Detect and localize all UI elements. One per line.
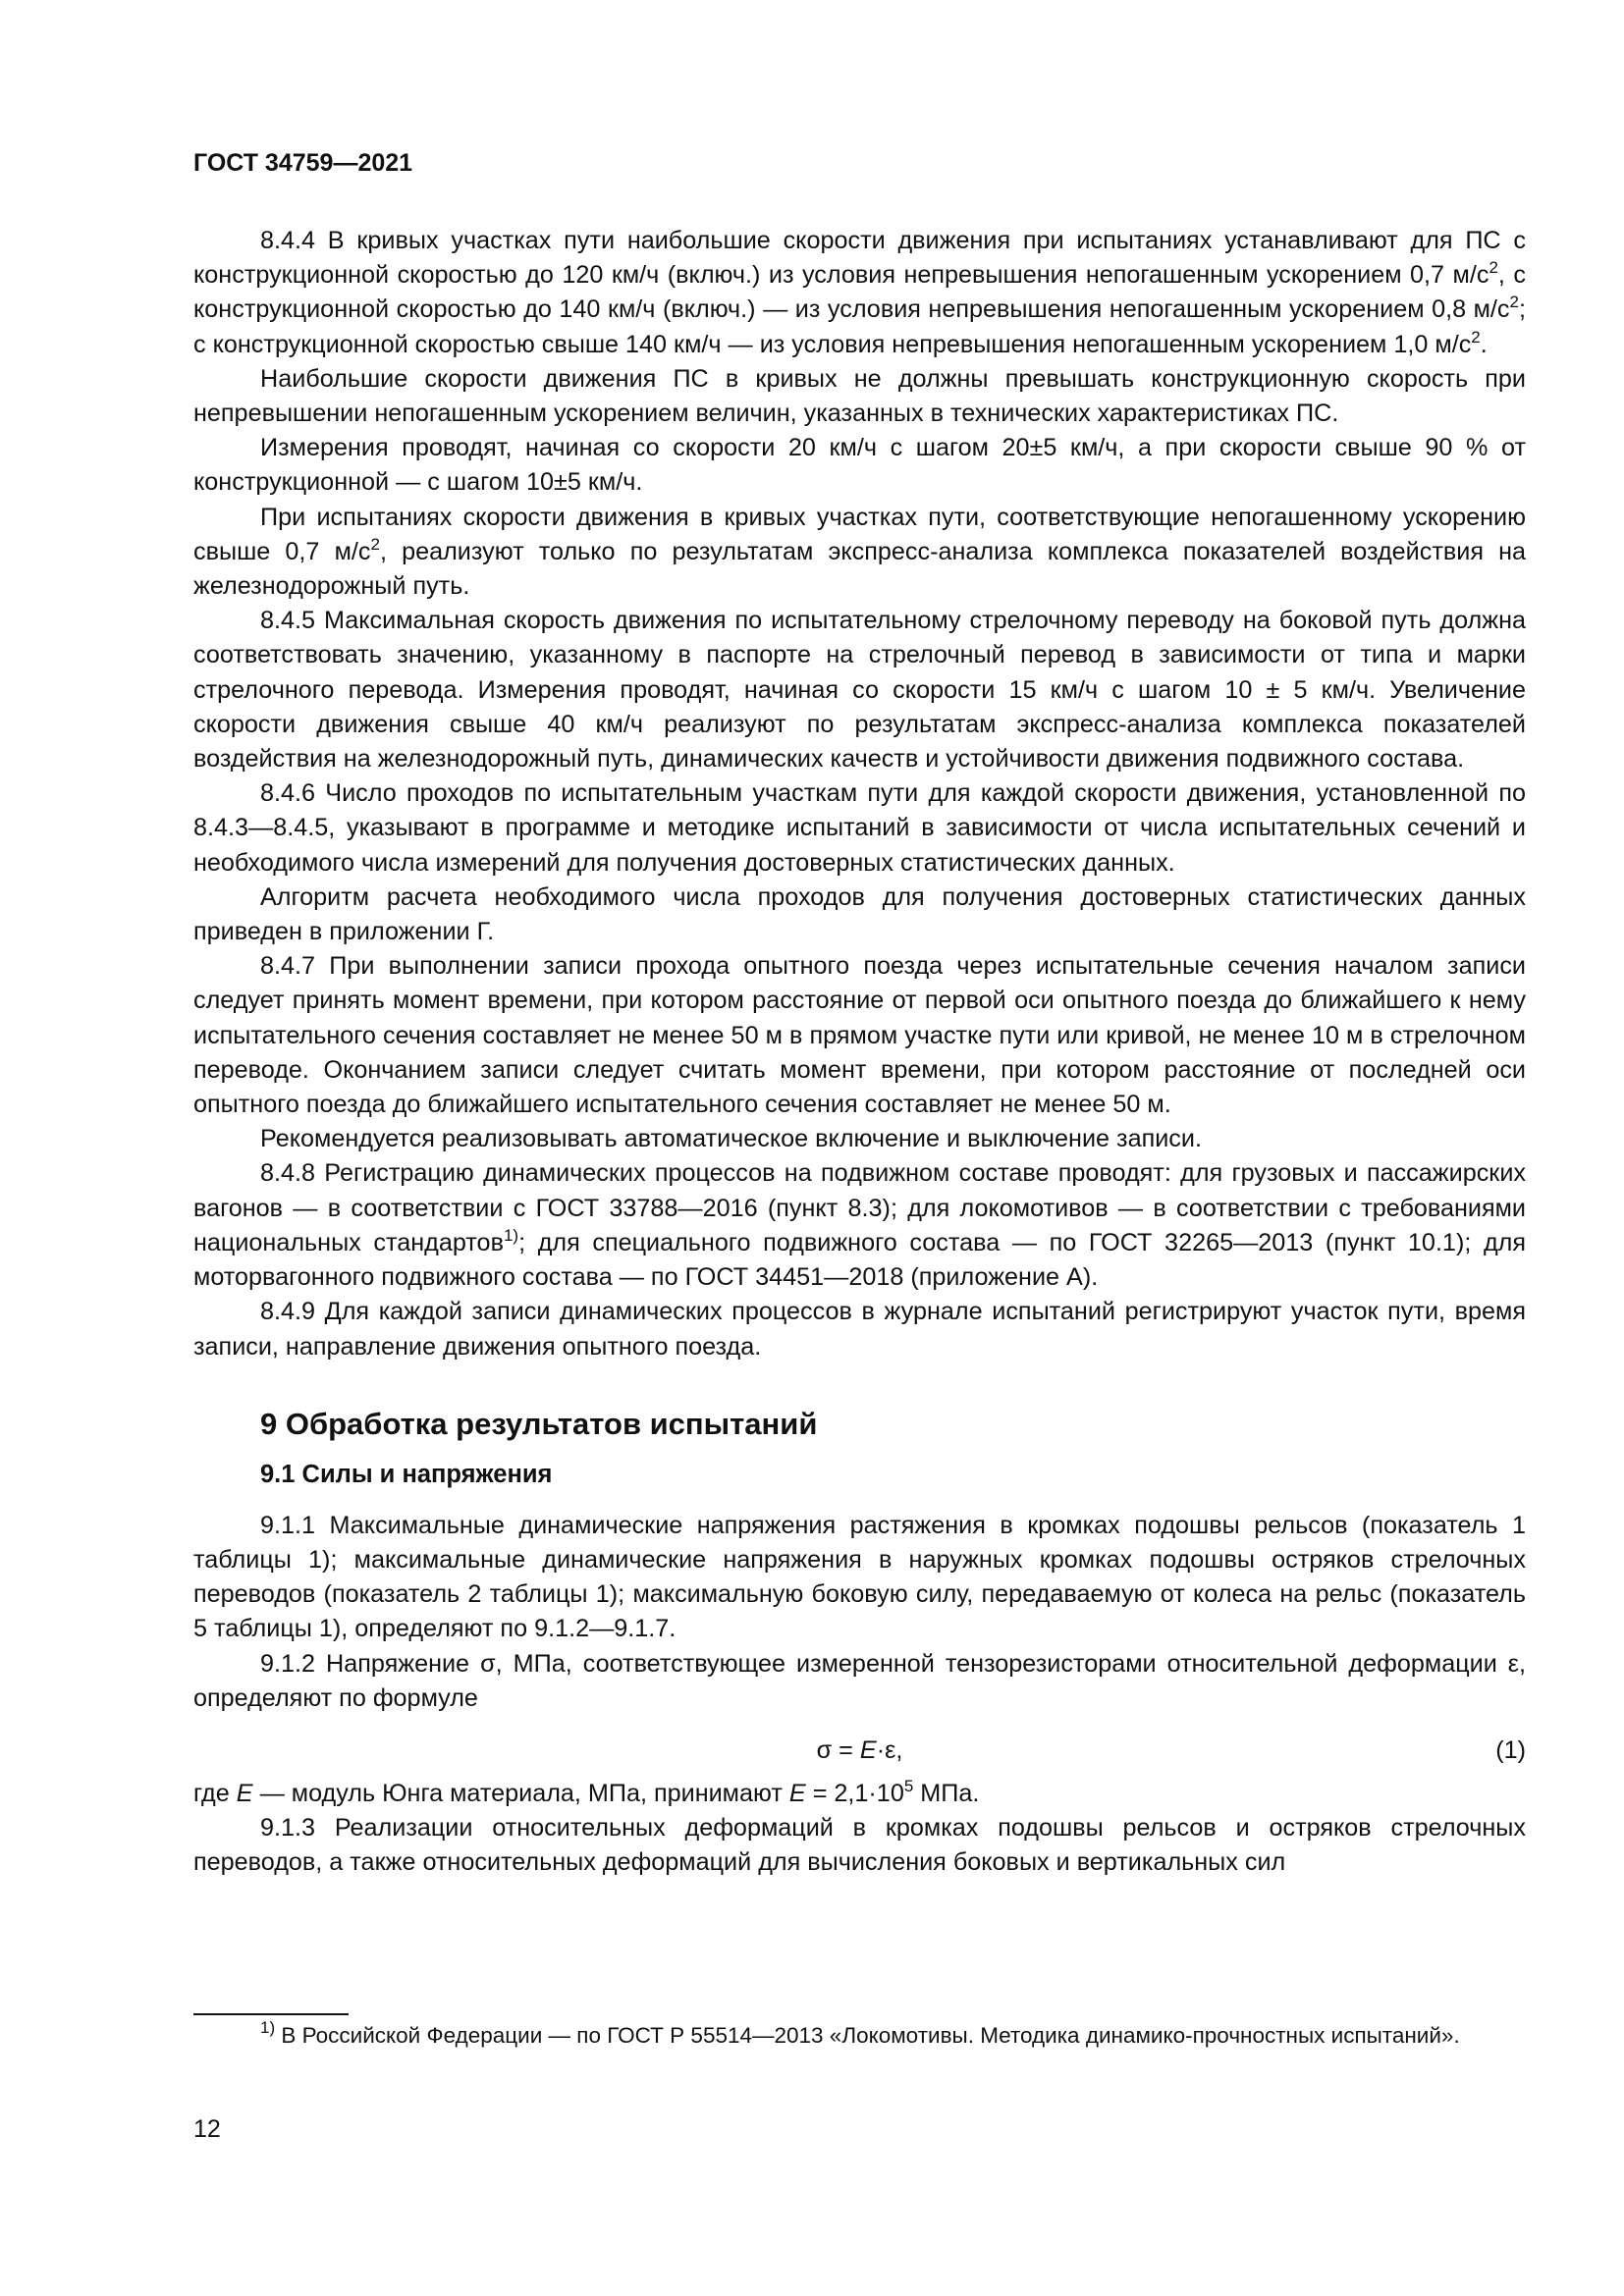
page-number: 12 [193,2115,221,2143]
formula-number: (1) [1495,1735,1526,1764]
formula-where-clause: где E — модуль Юнга материала, МПа, принимают $E = 2,1\cdot 10^5$ МПа. [193,1776,980,1807]
formula-1 [193,1724,1526,1777]
document-header: ГОСТ 34759—2021 [193,149,413,177]
paragraph-8-4-9: 8.4.9 Для каждой записи динамических процессов в журнале испытаний регистрируют участок пути, время записи, направление движения опытного поезда. [193,1298,1526,1361]
paragraph-8-4-4: 8.4.4 В кривых участках пути наибольшие скорости движения при испытаниях устанавливают для ПС с конструкционной скоростью до 120 км/ч (включ.) из условия непревышения непогашенным ускорением 0,7 $м/с^2$, с конструкционной скоростью до 140 км/ч (включ.) — из условия непревышения непогашенным ускорением 0,8 $м/с^2$; с конструкционной скоростью свыше 140 км/ч — из условия непревышения непогашенным ускорением 1,0 $м/с^2$. [193,227,1526,358]
paragraph-8-4-6: 8.4.6 Число проходов по испытательным участкам пути для каждой скорости движения, установленной по 8.4.3—8.4.5, указывают в программе и методике испытаний в зависимости от числа испытательных сечений и необходимого числа измерений для получения достоверных статистических данных. [193,779,1526,877]
document-body [193,224,1526,1881]
paragraph-8-4-8: 8.4.8 Регистрацию динамических процессов на подвижном составе проводят: для грузовых и пассажирских вагонов — в соответствии с ГОСТ 33788—2016 (пункт 8.3); для локомотивов — в соответствии с требованиями национальных стандартов$^{1)}$; для специального подвижного состава — по ГОСТ 32265—2013 (пункт 10.1); для моторвагонного подвижного состава — по ГОСТ 34451—2018 (приложение А). [193,1159,1526,1292]
paragraph-8-4-5: 8.4.5 Максимальная скорость движения по испытательному стрелочному переводу на боковой путь должна соответствовать значению, указанному в паспорте на стрелочный перевод в зависимости от типа и марки стрелочного перевода. Измерения проводят, начиная со скорости 15 км/ч с шагом 10 ± 5 км/ч. Увеличение скорости движения свыше 40 км/ч реализуют по результатам экспресс-анализа комплекса показателей воздействия на железнодорожный путь, динамических качеств и устойчивости движения подвижного состава. [193,607,1526,774]
paragraph: Наибольшие скорости движения ПС в кривых не должны превышать конструкционную скорость при непревышении непогашенным ускорением величин, указанных в технических характеристиках ПС. [193,364,1526,428]
paragraph: При испытаниях скорости движения в кривых участках пути, соответствующие непогашенному ускорению свыше 0,7 $м/с^2$, реализуют только по результатам экспресс-анализа комплекса показателей воздействия на железнодорожный путь. [193,503,1526,601]
paragraph-9-1-2: 9.1.2 Напряжение σ, МПа, соответствующее измеренной тензорезисторами относительной деформации ε, определяют по формуле [193,1649,1526,1712]
paragraph-9-1-3: 9.1.3 Реализации относительных деформаций в кромках подошвы рельсов и остряков стрелочных переводов, а также относительных деформаций для вычисления боковых и вертикальных сил [193,1814,1526,1877]
paragraph-9-1-1: 9.1.1 Максимальные динамические напряжения растяжения в кромках подошвы рельсов (показатель 1 таблицы 1); максимальные динамические напряжения в наружных кромках подошвы остряков стрелочных переводов (показатель 2 таблицы 1); максимальную боковую силу, передаваемую от колеса на рельс (показатель 5 таблицы 1), определяют по 9.1.2—9.1.7. [193,1511,1526,1643]
section-heading-9: 9 Обработка результатов испытаний [260,1406,818,1441]
footnote: $^{1)}$ В Российской Федерации — по ГОСТ Р 55514—2013 «Локомотивы. Методика динамико-прочностных испытаний». [260,2018,1460,2048]
formula-expression: σ = E·ε, [816,1735,903,1764]
footnote-mark: 1) [260,2018,276,2037]
paragraph: Алгоритм расчета необходимого числа проходов для получения достоверных статистических данных приведен в приложении Г. [193,882,1526,946]
footnote-divider [193,2013,349,2015]
paragraph: Рекомендуется реализовывать автоматическое включение и выключение записи. [260,1125,1202,1153]
subsection-heading-9-1: 9.1 Силы и напряжения [260,1460,553,1488]
footnote-ref[interactable]: 1) [503,1225,519,1245]
paragraph: Измерения проводят, начиная со скорости 20 км/ч с шагом 20±5 км/ч, а при скорости свыше 90 % от конструкционной — с шагом 10±5 км/ч. [193,434,1526,497]
paragraph-8-4-7: 8.4.7 При выполнении записи прохода опытного поезда через испытательные сечения началом записи следует принять момент времени, при котором расстояние от первой оси опытного поезда до ближайшего к нему испытательного сечения составляет не менее 50 м в прямом участке пути или кривой, не менее 10 м в стрелочном переводе. Окончанием записи следует считать момент времени, при котором расстояние от последней оси опытного поезда до ближайшего испытательного сечения составляет не менее 50 м. [193,952,1526,1119]
